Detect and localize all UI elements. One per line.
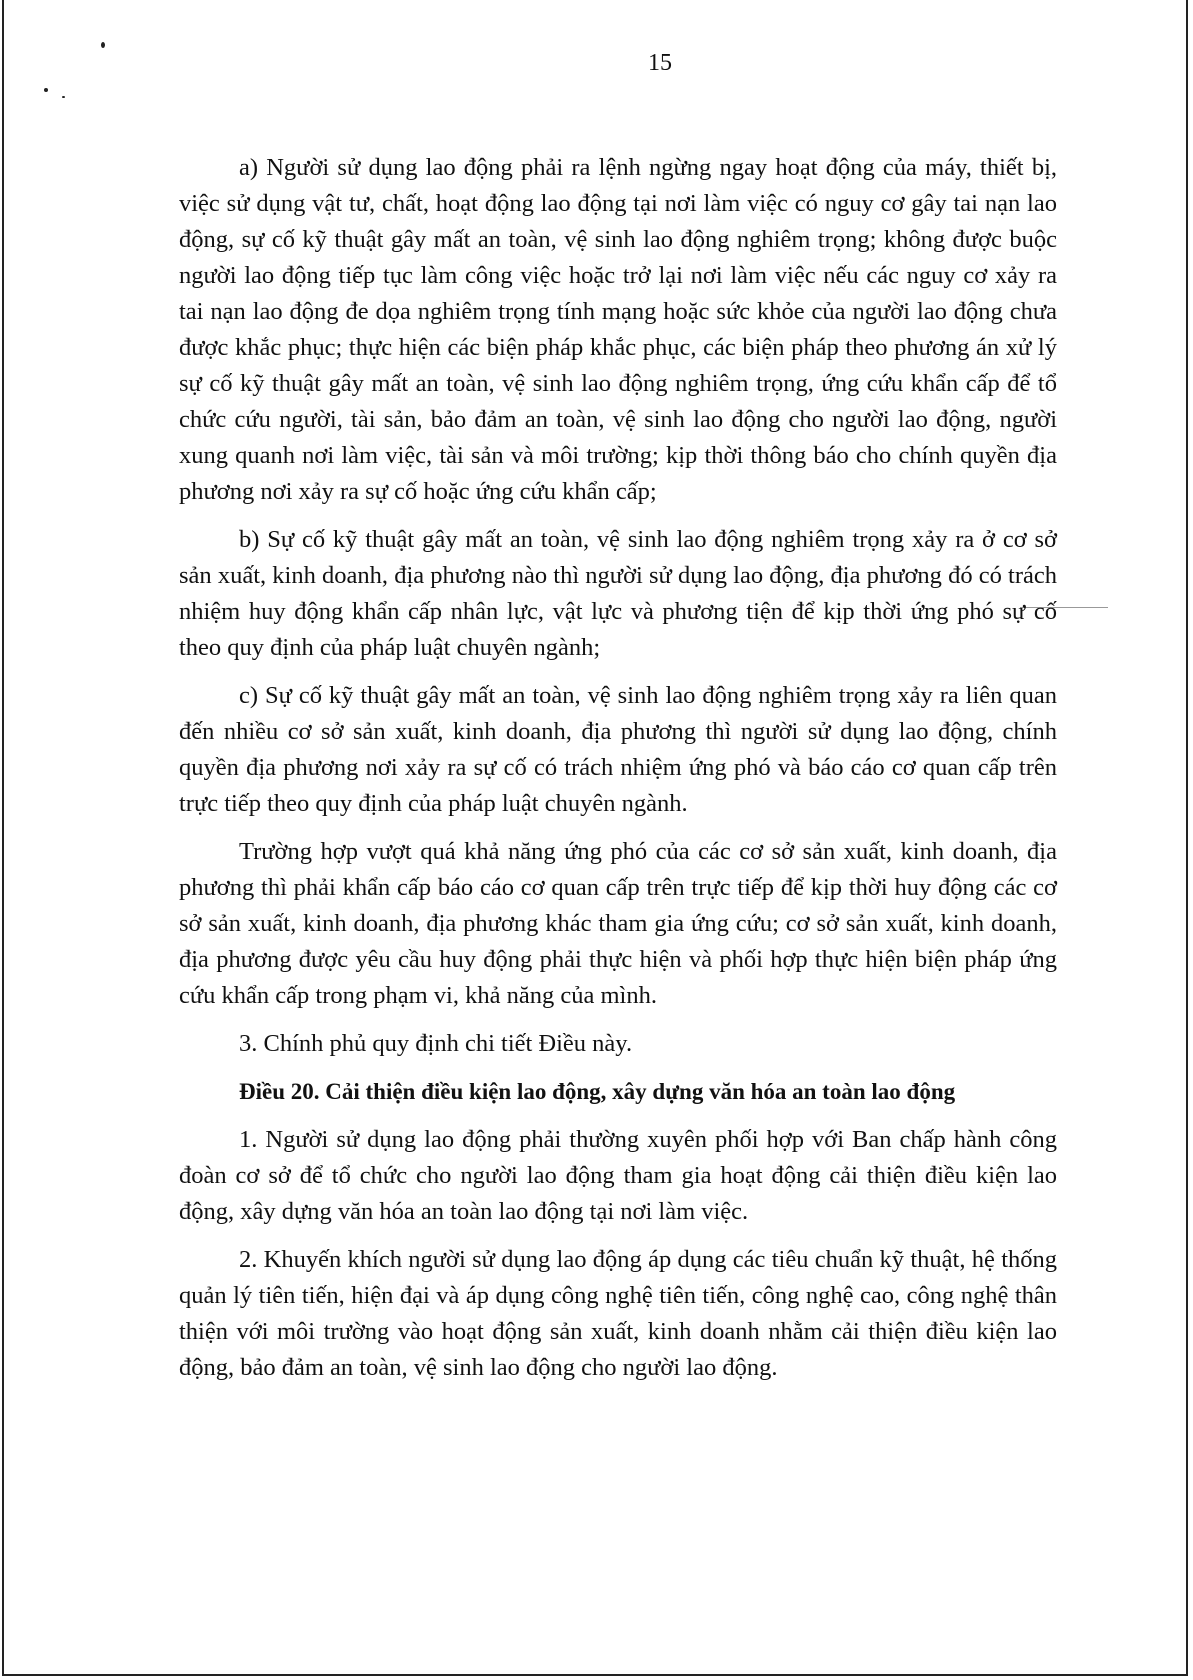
- paragraph-clause-c: c) Sự cố kỹ thuật gây mất an toàn, vệ sinh lao động nghiêm trọng xảy ra liên quan đến nhiều cơ sở sản xuất, kinh doanh, địa phương thì người sử dụng lao động, chính quyền địa phương nơi xảy ra sự cố có trách nhiệm ứng phó và báo cáo cơ quan cấp trên trực tiếp theo quy định của pháp luật chuyên ngành.: [179, 682, 1057, 817]
- paragraph-clause-a: a) Người sử dụng lao động phải ra lệnh ngừng ngay hoạt động của máy, thiết bị, việc sử dụng vật tư, chất, hoạt động lao động tại nơi làm việc có nguy cơ gây tai nạn lao động, sự cố kỹ thuật gây mất an toàn, vệ sinh lao động nghiêm trọng; không được buộc người lao động tiếp tục làm công việc hoặc trở lại nơi làm việc nếu các nguy cơ xảy ra tai nạn lao động đe dọa nghiêm trọng tính mạng hoặc sức khỏe của người lao động chưa được khắc phục; thực hiện các biện pháp khắc phục, các biện pháp theo phương án xử lý sự cố kỹ thuật gây mất an toàn, vệ sinh lao động nghiêm trọng, ứng cứu khẩn cấp để tổ chức cứu người, tài sản, bảo đảm an toàn, vệ sinh lao động cho người lao động, người xung quanh nơi làm việc, tài sản và môi trường; kịp thời thông báo cho chính quyền địa phương nơi xảy ra sự cố hoặc ứng cứu khẩn cấp;: [179, 154, 1057, 505]
- scan-speck: [44, 88, 48, 92]
- paragraph-clause-b: b) Sự cố kỹ thuật gây mất an toàn, vệ sinh lao động nghiêm trọng xảy ra ở cơ sở sản xuất, kinh doanh, địa phương nào thì người sử dụng lao động, địa phương đó có trách nhiệm huy động khẩn cấp nhân lực, vật lực và phương tiện để kịp thời ứng phó sự cố theo quy định của pháp luật chuyên ngành;: [179, 526, 1057, 661]
- page-number: 15: [648, 50, 672, 76]
- article-20-clause-2: 2. Khuyến khích người sử dụng lao động áp dụng các tiêu chuẩn kỹ thuật, hệ thống quản lý tiên tiến, hiện đại và áp dụng công nghệ tiên tiến, công nghệ cao, công nghệ thân thiện với môi trường vào hoạt động sản xuất, kinh doanh nhằm cải thiện điều kiện lao động, bảo đảm an toàn, vệ sinh lao động cho người lao động.: [179, 1246, 1057, 1381]
- paragraph-exceed-capacity: Trường hợp vượt quá khả năng ứng phó của các cơ sở sản xuất, kinh doanh, địa phương thì phải khẩn cấp báo cáo cơ quan cấp trên trực tiếp để kịp thời huy động các cơ sở sản xuất, kinh doanh, địa phương khác tham gia ứng cứu; cơ sở sản xuất, kinh doanh, địa phương được yêu cầu huy động phải thực hiện và phối hợp thực hiện biện pháp ứng cứu khẩn cấp trong phạm vi, khả năng của mình.: [179, 838, 1057, 1009]
- article-20-clause-1: 1. Người sử dụng lao động phải thường xuyên phối hợp với Ban chấp hành công đoàn cơ sở để tổ chức cho người lao động tham gia hoạt động cải thiện điều kiện lao động, xây dựng văn hóa an toàn lao động tại nơi làm việc.: [179, 1126, 1057, 1225]
- paragraph-clause-3: 3. Chính phủ quy định chi tiết Điều này.: [239, 1030, 633, 1057]
- document-body: [179, 150, 1057, 1398]
- scan-speck: [62, 96, 65, 98]
- scan-speck: [101, 42, 105, 48]
- article-20-heading: Điều 20. Cải thiện điều kiện lao động, xây dựng văn hóa an toàn lao động: [239, 1079, 956, 1104]
